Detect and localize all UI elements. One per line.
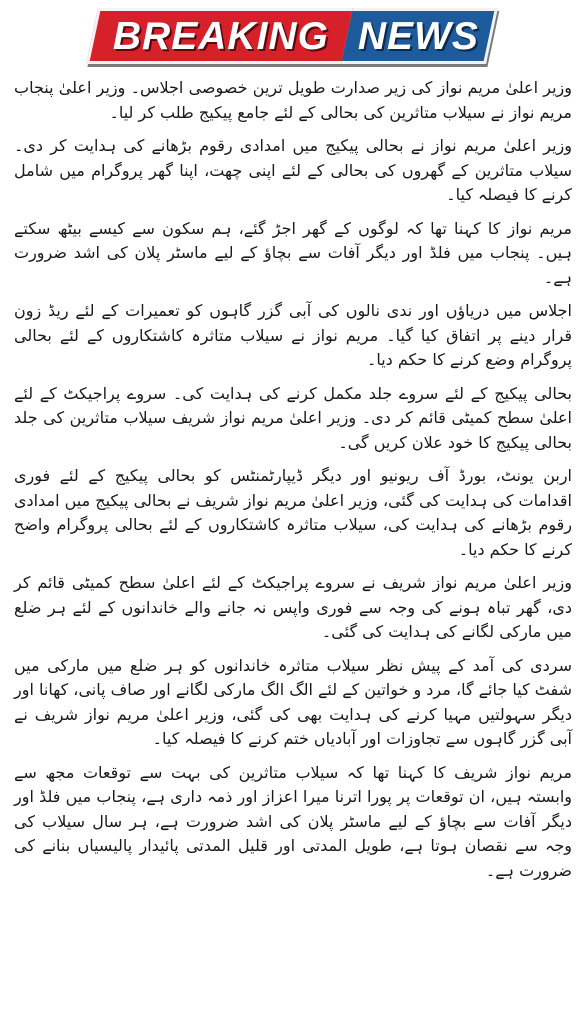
banner-breaking-block [86,8,353,64]
article-paragraph: مریم نواز شریف کا کہنا تھا کہ سیلاب متاثرین کی بہت سے توقعات مجھ سے وابستہ ہیں، ان توقعات پر پورا اترنا میرا اعزاز اور ذمہ داری ہے، پنجاب میں فلڈ اور دیگر آفات سے بچاؤ کے لیے ماسٹر پلان کی اشد ضرورت ہے، ہر سال سیلاب کی وجہ سے نقصان ہوتا ہے، طویل المدتی اور قلیل المدتی پائیدار پالیسیاں بنانے کی ضرورت ہے۔ [14,762,572,880]
article-paragraph: اربن یونٹ، بورڈ آف ریونیو اور دیگر ڈیپارٹمنٹس کو بحالی پیکیج کے لئے فوری اقدامات کی ہدایت کی گئی، وزیر اعلیٰ مریم نواز شریف نے بحالی پیکیج میں امدادی رقوم بڑھانے کی ہدایت کی، سیلاب متاثرہ کاشتکاروں کے لئے بحالی پروگرام واضح کرنے کا حکم دیا۔ [14,466,572,559]
news-article [14,76,572,892]
breaking-news-banner [86,8,498,64]
article-paragraph: وزیر اعلیٰ مریم نواز نے بحالی پیکیج میں امدادی رقوم بڑھانے کی ہدایت کر دی۔ سیلاب متاثرین کے گھروں کی بحالی کے لئے اپنی چھت، اپنا گھر پروگرام میں شامل کرنے کا فیصلہ کیا۔ [14,136,572,204]
banner-news-block [341,8,498,64]
article-paragraph: وزیر اعلیٰ مریم نواز شریف نے سروے پراجیکٹ کے لئے اعلیٰ سطح کمیٹی قائم کر دی، گھر تباہ ہونے کی وجہ سے فوری واپس نہ جانے والے خاندانوں کے لئے ہر ضلع میں مارکی لگانے کی ہدایت کی گئی۔ [14,573,572,641]
article-paragraph: بحالی پیکیج کے لئے سروے جلد مکمل کرنے کی ہدایت کی۔ سروے پراجیکٹ کے لئے اعلیٰ سطح کمیٹی قائم کر دی۔ وزیر اعلیٰ مریم نواز شریف سیلاب متاثرین کی جلد بحالی پیکیج کا خود علان کریں گی۔ [14,383,572,452]
banner-breaking-text: BREAKING [112,14,329,58]
article-paragraph: سردی کی آمد کے پیش نظر سیلاب متاثرہ خاندانوں کو ہر ضلع میں مارکی میں شفٹ کیا جائے گا، مرد و خواتین کے لئے الگ الگ مارکی لگانے اور صاف پانی، کھانا اور دیگر سہولتیں مہیا کرنے کی ہدایت بھی کی گئی، وزیر اعلیٰ مریم نواز شریف نے آبی گزر گاہوں سے تجاوزات اور آبادیاں ختم کرنے کا فیصلہ کیا۔ [14,655,573,748]
article-paragraph: وزیر اعلیٰ مریم نواز کی زیر صدارت طویل ترین خصوصی اجلاس۔ وزیر اعلیٰ پنجاب مریم نواز نے سیلاب متاثرین کی بحالی کے لئے جامع پیکیج طلب کر لیا۔ [14,78,572,122]
article-paragraph: اجلاس میں دریاؤں اور ندی نالوں کی آبی گزر گاہوں کو تعمیرات کے لئے ریڈ زون قرار دینے پر اتفاق کیا گیا۔ مریم نواز نے سیلاب متاثرہ کاشتکاروں کے لئے بحالی پروگرام وضع کرنے کا حکم دیا۔ [14,301,572,369]
article-paragraph: مریم نواز کا کہنا تھا کہ لوگوں کے گھر اجڑ گئے، ہم سکون سے کیسے بیٹھ سکتے ہیں۔ پنجاب میں فلڈ اور دیگر آفات سے بچاؤ کے لیے ماسٹر پلان کی اشد ضرورت ہے۔ [14,218,572,287]
banner-news-text: NEWS [357,14,479,58]
